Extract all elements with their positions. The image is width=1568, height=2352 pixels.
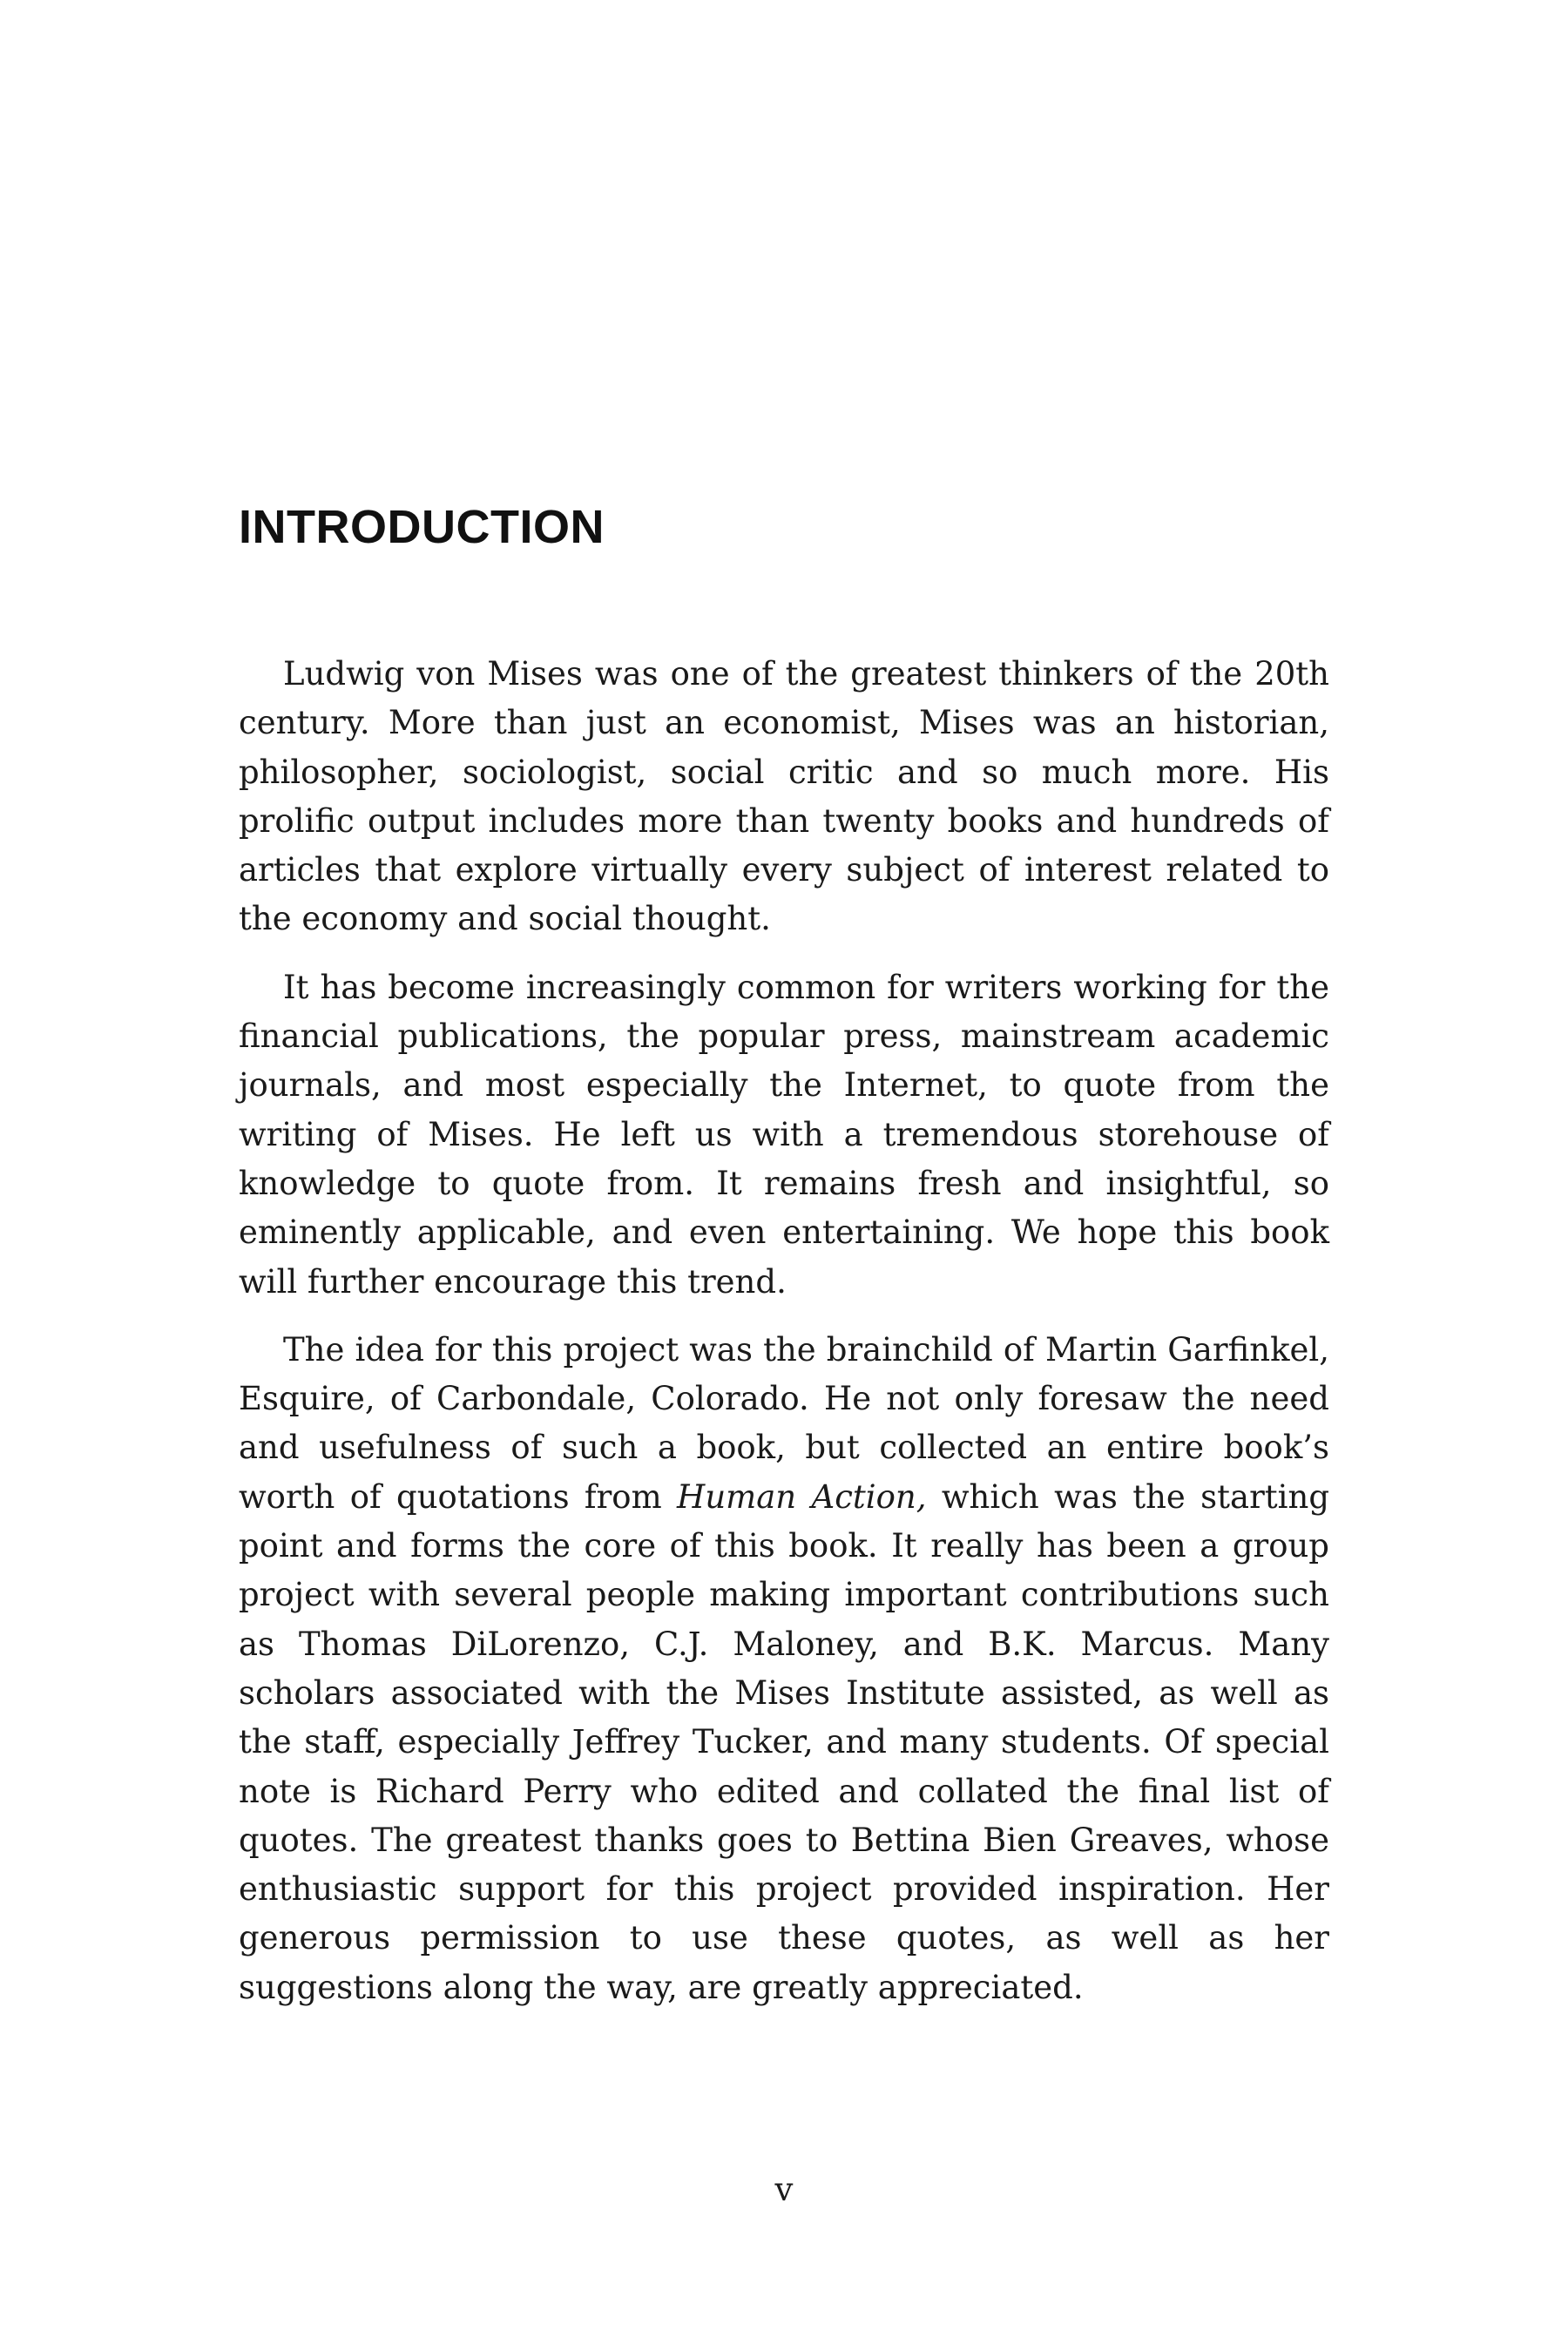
body-text	[239, 650, 1329, 2012]
paragraph-3-text-after-title: which was the starting point and forms the core of this book. It really has been a group project with several people making important contributions such as Thomas DiLorenzo, C.J. Maloney, and B.K. Marcus. Many scholars associated with the Mises Institute assisted, as well as the staff, especially Jeffrey Tucker, and many students. Of special note is Richard Perry who edited and collated the final list of quotes. The greatest thanks goes to Bettina Bien Greaves, whose enthusiastic support for this project provided inspiration. Her generous permission to use these quotes, as well as her suggestions along the way, are greatly appreciated.	[239, 1477, 1329, 2006]
paragraph-3	[239, 1326, 1329, 2012]
page-number: v	[774, 2171, 794, 2208]
paragraph-2: It has become increasingly common for writers working for the financial publications, the popular press, mainstream academic journals, and most especially the Internet, to quote from the writing of Mises. He left us with a tremendous storehouse of knowledge to quote from. It remains fresh and insightful, so eminently applicable, and even entertaining. We hope this book will further encourage this trend.	[239, 968, 1329, 1301]
paragraph-3-text-before-title: The idea for this project was the brainchild of Martin Garfinkel, Esquire, of Carbondale, Colorado. He not only foresaw the need and usefulness of such a book, but collected an entire book’s worth of quotations from	[239, 1330, 1329, 1516]
paragraph-1: Ludwig von Mises was one of the greatest thinkers of the 20th century. More than just an economist, Mises was an historian, philosopher, sociologist, social critic and so much more. His prolific output includes more than twenty books and hundreds of articles that explore virtually every subject of interest related to the economy and social thought.	[239, 655, 1329, 938]
chapter-heading: INTRODUCTION	[239, 501, 605, 553]
book-title-human-action: Human Action,	[677, 1477, 927, 1516]
